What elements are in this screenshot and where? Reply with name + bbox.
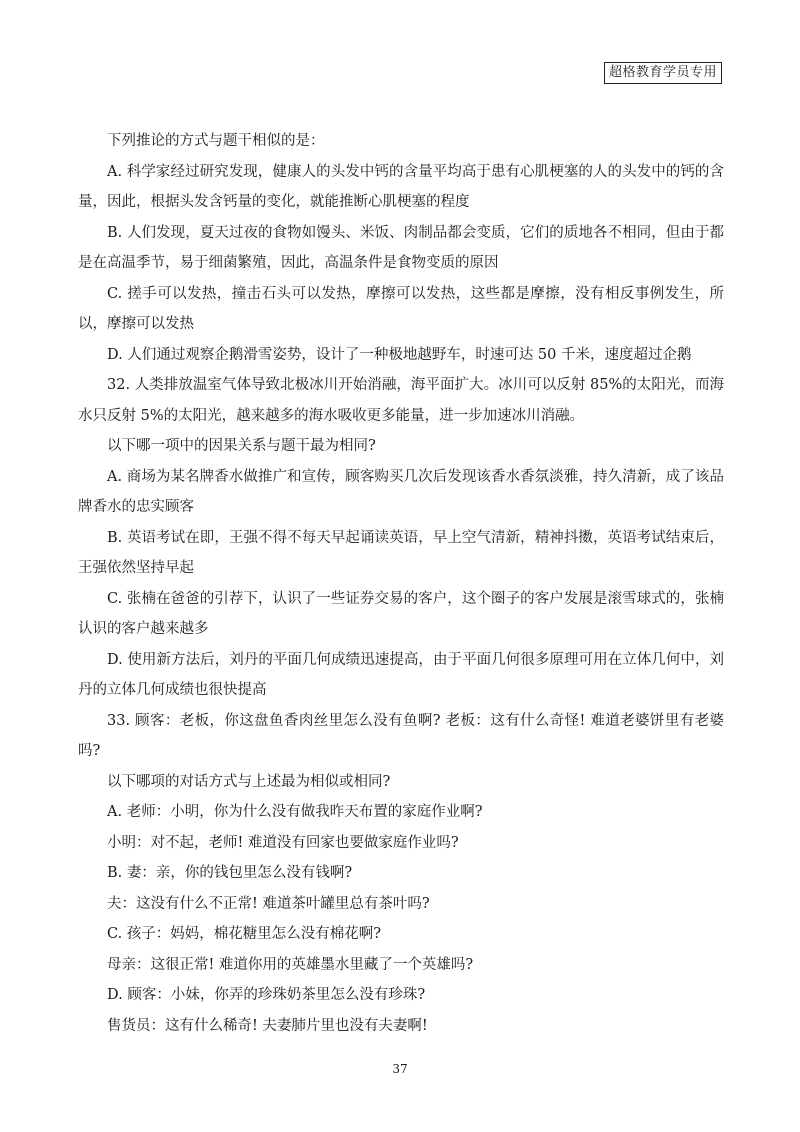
q33-option-d-line1: D. 顾客：小妹，你弄的珍珠奶茶里怎么没有珍珠?	[107, 987, 426, 1003]
q32-option-c: C. 张楠在爸爸的引荐下，认识了一些证券交易的客户，这个圈子的客户发展是滚雪球式的，张楠认识的客户越来越多	[78, 590, 724, 637]
q33-option-d-line2: 售货员：这有什么稀奇! 夫妻肺片里也没有夫妻啊!	[107, 1017, 428, 1034]
option-a: A. 科学家经过研究发现，健康人的头发中钙的含量平均高于患有心肌梗塞的人的头发中的钙的含量，因此，根据头发含钙量的变化，就能推断心肌梗塞的程度	[78, 163, 724, 210]
document-body	[78, 126, 724, 1041]
option-d: D. 人们通过观察企鹅滑雪姿势，设计了一种极地越野车，时速可达 50 千米，速度超过企鹅	[107, 346, 692, 363]
q32-option-a: A. 商场为某名牌香水做推广和宣传，顾客购买几次后发现该香水香氛淡雅，持久清新，成了该品牌香水的忠实顾客	[78, 468, 724, 515]
q33-option-c-line2: 母亲：这很正常! 难道你用的英雄墨水里藏了一个英雄吗?	[107, 956, 474, 973]
q32-option-d: D. 使用新方法后，刘丹的平面几何成绩迅速提高，由于平面几何很多原理可用在立体几何中，刘丹的立体几何成绩也很快提高	[78, 651, 724, 698]
question-32-stem: 32. 人类排放温室气体导致北极冰川开始消融，海平面扩大。冰川可以反射 85%的太阳光，而海水只反射 5%的太阳光，越来越多的海水吸收更多能量，进一步加速冰川消融。	[78, 377, 724, 424]
question-prompt: 下列推论的方式与题干相似的是：	[107, 133, 325, 149]
option-c: C. 搓手可以发热，撞击石头可以发热，摩擦可以发热，这些都是摩擦，没有相反事例发生，所以，摩擦可以发热	[78, 285, 724, 332]
q33-option-c-line1: C. 孩子：妈妈，棉花糖里怎么没有棉花啊?	[107, 926, 382, 942]
q33-option-b-line1: B. 妻：亲，你的钱包里怎么没有钱啊?	[107, 865, 353, 881]
header-badge: 超格教育学员专用	[604, 62, 722, 84]
question-33-prompt: 以下哪项的对话方式与上述最为相似或相同?	[107, 773, 391, 790]
option-b: B. 人们发现，夏天过夜的食物如馒头、米饭、肉制品都会变质，它们的质地各不相同，但由于都是在高温季节，易于细菌繁殖，因此，高温条件是食物变质的原因	[78, 224, 724, 271]
question-32-prompt: 以下哪一项中的因果关系与题干最为相同?	[107, 438, 376, 454]
page-number: 37	[392, 1062, 408, 1076]
question-33-stem: 33. 顾客：老板，你这盘鱼香肉丝里怎么没有鱼啊? 老板：这有什么奇怪! 难道老婆饼里有老婆吗?	[78, 712, 724, 759]
q33-option-a-line2: 小明：对不起，老师! 难道没有回家也要做家庭作业吗?	[107, 834, 459, 851]
q33-option-a-line1: A. 老师：小明，你为什么没有做我昨天布置的家庭作业啊?	[107, 804, 483, 820]
q33-option-b-line2: 夫：这没有什么不正常! 难道茶叶罐里总有茶叶吗?	[107, 895, 430, 912]
q32-option-b: B. 英语考试在即，王强不得不每天早起诵读英语，早上空气清新，精神抖擞，英语考试结束后，王强依然坚持早起	[78, 529, 724, 576]
